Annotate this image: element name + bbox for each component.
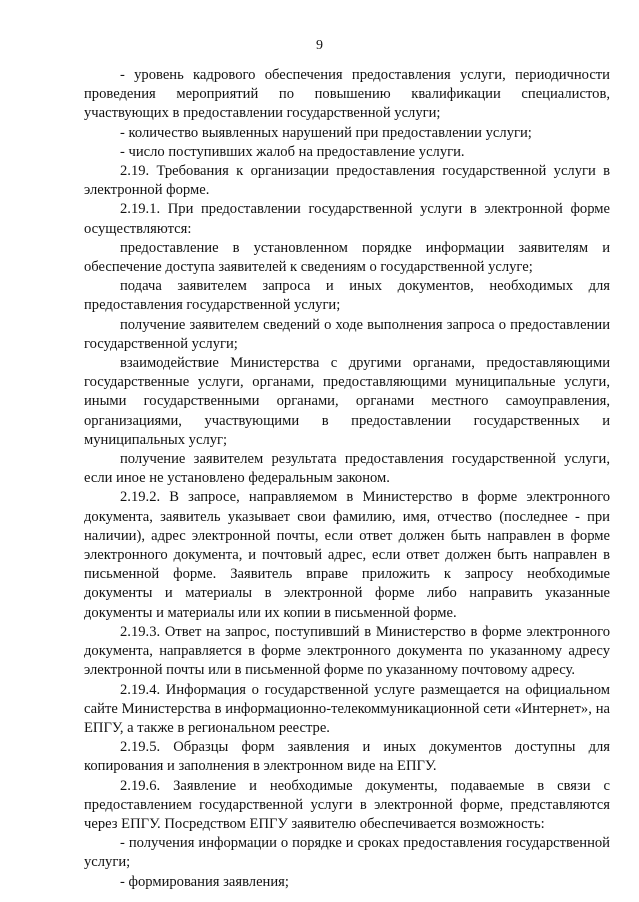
paragraph: взаимодействие Министерства с другими органами, предоставляющими государственные услуги, органами, предоставляющими муниципальные услуги, иными государственными органами, органами местного самоуправления, организациями, участвующими в предоставлении государственных и муниципальных услуг; [84,355,610,448]
paragraph: предоставление в установленном порядке информации заявителям и обеспечение доступа заявителей к сведениям о государственной услуге; [84,239,610,276]
paragraph: получение заявителем результата предоставления государственной услуги, если иное не установлено федеральным законом. [84,451,610,487]
document-body [84,66,610,892]
paragraph: 2.19.3. Ответ на запрос, поступивший в Министерство в форме электронного документа, направляется в форме электронного документа по указанному адресу электронной почты или в письменной форме по указанному почтовому адресу. [84,623,610,679]
paragraph: подача заявителем запроса и иных документов, необходимых для предоставления государственной услуги; [84,278,610,314]
paragraph: - число поступивших жалоб на предоставление услуги. [120,143,465,160]
paragraph: 2.19.1. При предоставлении государственной услуги в электронной форме осуществляются: [84,201,610,237]
paragraph: 2.19.6. Заявление и необходимые документы, подаваемые в связи с предоставлением государственной услуги в электронной форме, представляются через ЕПГУ. Посредством ЕПГУ заявителю обеспечивается возможность: [84,777,610,832]
paragraph: 2.19.2. В запросе, направляемом в Министерство в форме электронного документа, заявитель указывает свои фамилию, имя, отчество (последнее - при наличии), адрес электронной почты, если ответ должен быть направлен в форме электронного документа, и почтовый адрес, если ответ должен быть направлен в письменной форме. Заявитель вправе приложить к запросу необходимые документы и материалы в электронной форме либо направить указанные документы и материалы или их копии в письменной форме. [84,489,610,621]
paragraph: - формирования заявления; [120,873,289,890]
page-number: 9 [316,38,323,53]
section-heading: 2.19. Требования к организации предоставления государственной услуги в электронной форме. [84,163,610,199]
paragraph: 2.19.5. Образцы форм заявления и иных документов доступны для копирования и заполнения в электронном виде на ЕПГУ. [84,739,610,775]
paragraph: - получения информации о порядке и сроках предоставления государственной услуги; [84,835,610,871]
paragraph: - количество выявленных нарушений при предоставлении услуги; [120,124,532,141]
paragraph: 2.19.4. Информация о государственной услуге размещается на официальном сайте Министерства в информационно-телекоммуникационной сети «Интернет», на ЕПГУ, а также в региональном реестре. [84,681,610,736]
paragraph: получение заявителем сведений о ходе выполнения запроса о предоставлении государственной услуги; [84,316,610,352]
paragraph: - уровень кадрового обеспечения предоставления услуги, периодичности проведения мероприятий по повышению квалификации специалистов, участвующих в предоставлении государственной услуги; [84,67,610,122]
